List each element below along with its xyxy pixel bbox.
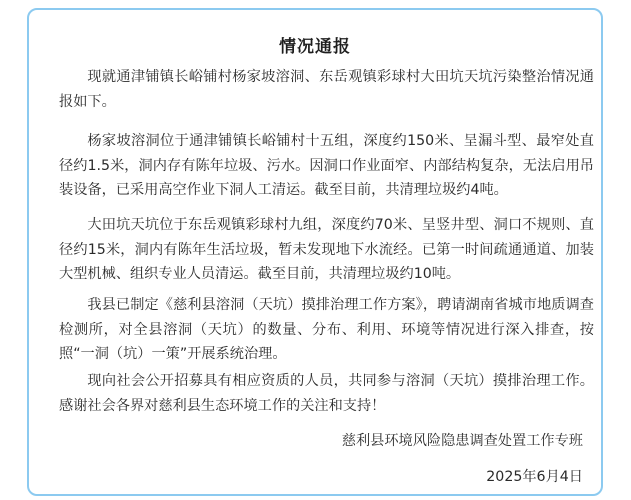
notice-paragraph-plan: 我县已制定《慈利县溶洞（天坑）摸排治理工作方案》，聘请湖南省城市地质调查检测所，对全县溶洞（天坑）的数量、分布、利用、环境等情况进行深入排查，按照“一洞（坑）一策”开展系统治理。 (59, 297, 594, 362)
notice-signature: 慈利县环境风险隐患调查处置工作专班 (341, 433, 583, 449)
notice-title: 情况通报 (279, 37, 351, 57)
notice-card (27, 8, 603, 496)
notice-paragraph-intro: 现就通津铺镇长峪铺村杨家坡溶洞、东岳观镇彩球村大田坑天坑污染整治情况通报如下。 (59, 69, 594, 110)
notice-paragraph-recruit: 现向社会公开招募具有相应资质的人员，共同参与溶洞（天坑）摸排治理工作。感谢社会各界对慈利县生态环境工作的关注和支持！ (59, 373, 594, 414)
notice-paragraph-datiankeng: 大田坑天坑位于东岳观镇彩球村九组，深度约70米、呈竖井型、洞口不规则、直径约15米，洞内有陈年生活垃圾，暂未发现地下水流经。已第一时间疏通通道、加装大型机械、组织专业人员清运。截至目前，共清理垃圾约10吨。 (59, 217, 594, 282)
notice-date: 2025年6月4日 (486, 469, 583, 485)
notice-paragraph-yangjiapo: 杨家坡溶洞位于通津铺镇长峪铺村十五组，深度约150米、呈漏斗型、最窄处直径约1.5米，洞内存有陈年垃圾、污水。因洞口作业面窄、内部结构复杂，无法启用吊装设备，已采用高空作业下洞人工清运。截至目前，共清理垃圾约4吨。 (59, 133, 594, 198)
